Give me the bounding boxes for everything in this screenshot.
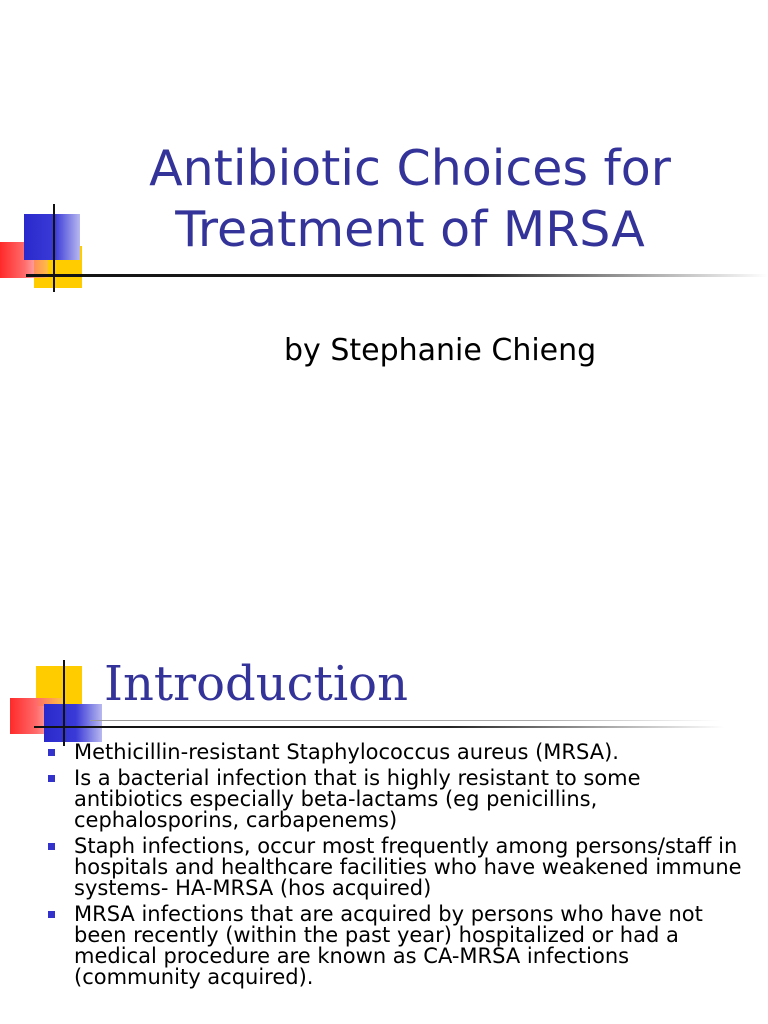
square-bullet-icon bbox=[48, 775, 55, 782]
bullet-list bbox=[46, 742, 746, 993]
slide-title: Introduction bbox=[104, 656, 408, 712]
blue-square bbox=[24, 214, 80, 260]
vertical-line bbox=[53, 204, 55, 292]
list-item: Methicillin-resistant Staphylococcus aureus (MRSA). bbox=[46, 742, 746, 763]
title-underline bbox=[26, 274, 768, 277]
title-line-1: Antibiotic Choices for bbox=[149, 140, 671, 197]
author-subtitle: by Stephanie Chieng bbox=[284, 333, 597, 368]
vertical-line bbox=[63, 660, 65, 746]
corner-decoration bbox=[0, 200, 110, 295]
slide-title bbox=[110, 138, 710, 260]
title-underline bbox=[34, 726, 724, 728]
introduction-slide bbox=[0, 600, 768, 1024]
title-line-2: Treatment of MRSA bbox=[175, 201, 645, 258]
blue-square bbox=[44, 704, 102, 742]
list-item: MRSA infections that are acquired by persons who have not been recently (within the past year) hospitalized or had a medical procedure are known as CA-MRSA infections (community acquired). bbox=[46, 904, 746, 988]
square-bullet-icon bbox=[48, 911, 55, 918]
corner-decoration bbox=[0, 656, 110, 748]
list-item: Staph infections, occur most frequently among persons/staff in hospitals and healthcare facilities who have weakened immune systems- HA-MRSA (hos acquired) bbox=[46, 836, 746, 899]
square-bullet-icon bbox=[48, 843, 55, 850]
square-bullet-icon bbox=[48, 749, 55, 756]
list-item: Is a bacterial infection that is highly resistant to some antibiotics especially beta-lactams (eg penicillins, cephalosporins, carbapenems) bbox=[46, 768, 746, 831]
title-underline-thin bbox=[90, 720, 720, 721]
